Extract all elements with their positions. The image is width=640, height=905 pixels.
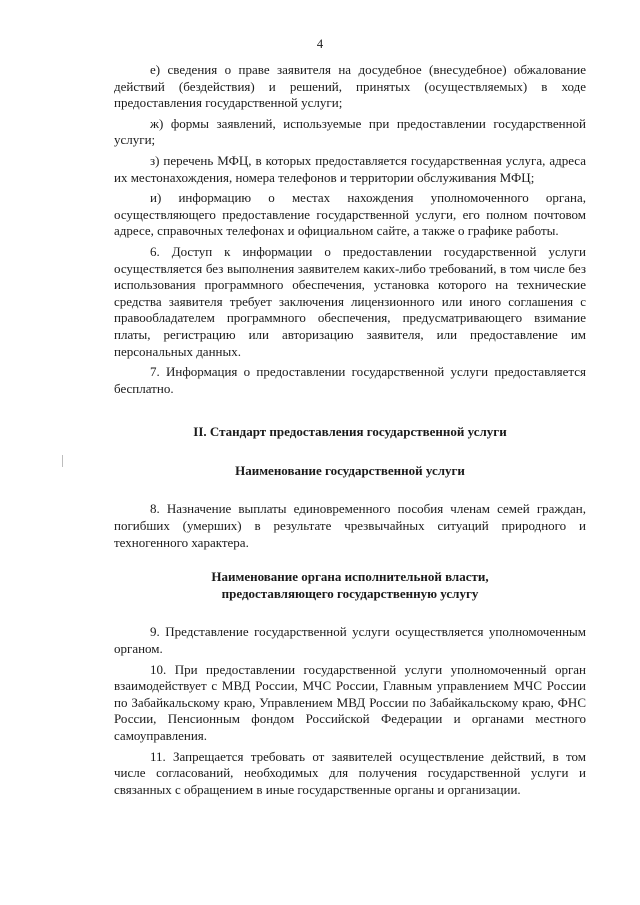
page-number: 4 <box>316 37 324 51</box>
paragraph-7: 7. Информация о предоставлении государственной услуги предоставляется бесплатно. <box>114 364 586 396</box>
paragraph-10: 10. При предоставлении государственной услуги уполномоченный орган взаимодействует с МВД России, МЧС России, Главным управлением МЧС России по Забайкальскому краю, Управлением МВД России по Забайкальскому краю, ФНС России, Пенсионным фондом Российской Федерации и органами местного самоуправления. <box>114 661 586 743</box>
list-item-e: е) сведения о праве заявителя на досудебное (внесудебное) обжалование действий (бездействия) и решений, принятых (осуществляемых) в ходе предоставления государственной услуги; <box>114 62 586 111</box>
list-item-zh: ж) формы заявлений, используемые при предоставлении государственной услуги; <box>114 115 586 148</box>
subheading-service-name: Наименование государственной услуги <box>235 462 465 478</box>
scan-mark <box>62 455 63 467</box>
subheading-authority-line-2: предоставляющего государственную услугу <box>221 585 479 601</box>
document-body <box>114 62 586 798</box>
paragraph-8: 8. Назначение выплаты единовременного пособия членам семей граждан, погибших (умерших) в результате чрезвычайных ситуаций природного и техногенного характера. <box>114 501 586 550</box>
subheading-authority <box>114 569 586 602</box>
list-item-i: и) информацию о местах нахождения уполномоченного органа, осуществляющего предоставление государственной услуги, его полном почтовом адресе, справочных телефонах и официальном сайте, а также о графике работы. <box>114 190 586 239</box>
paragraph-9: 9. Представление государственной услуги осуществляется уполномоченным органом. <box>114 624 586 657</box>
paragraph-11: 11. Запрещается требовать от заявителей осуществление действий, в том числе согласований, необходимых для получения государственной услуги и связанных с обращением в иные государственные органы и организации. <box>114 748 586 797</box>
subheading-authority-line-1: Наименование органа исполнительной власти, <box>211 569 489 585</box>
list-item-z: з) перечень МФЦ, в которых предоставляется государственная услуга, адреса их местонахождения, номера телефонов и территории обслуживания МФЦ; <box>114 152 586 185</box>
section-title: II. Стандарт предоставления государственной услуги <box>193 424 507 440</box>
paragraph-6: 6. Доступ к информации о предоставлении государственной услуги осуществляется без выполнения заявителем каких-либо требований, в том числе без использования программного обеспечения, установка которого на технические средства заявителя требует заключения лицензионного или иного соглашения с правообладателем программного обеспечения, предусматривающего взимание платы, регистрацию или авторизацию заявителя, или предоставление им персональных данных. <box>114 243 586 359</box>
